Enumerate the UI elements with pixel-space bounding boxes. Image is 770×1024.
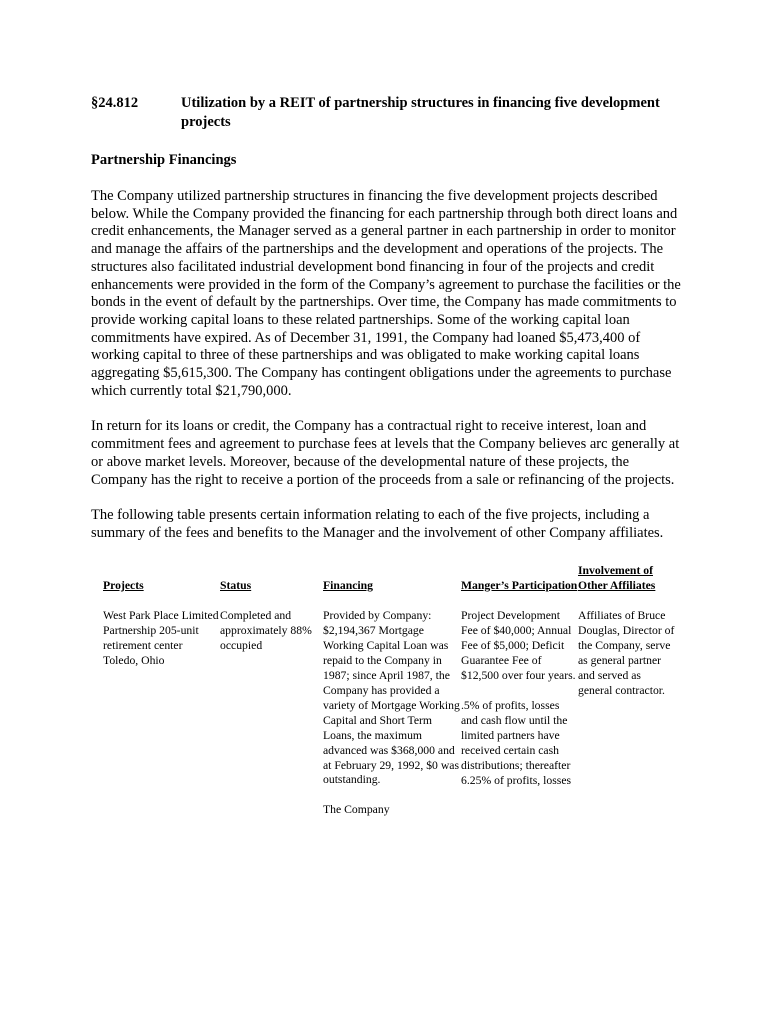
project-name: West Park Place Limited Partnership 205-unit retirement center: [103, 609, 219, 653]
financing-text-1: Provided by Company: $2,194,367 Mortgage Working Capital Loan was repaid to the Company in 1987; since April 1987, the Company has provided a variety of Mortgage Working Capital and Short Term Loans, the maximum advanced was $368,000 and at February 29, 1992, $0 was outstanding.: [323, 609, 460, 787]
header-affiliates: Involvement of Other Affiliates: [578, 563, 656, 592]
paragraph-1: The Company utilized partnership structures in financing the five development projects described below. While the Company provided the financing for each partnership through both direct loans and credit enhancements, the Manager served as a general partner in each partnership in order to monitor and manage the affairs of the partnerships and the development and operations of the projects. The structures also facilitated industrial development bond financing in four of the projects and credit enhancements were provided in the form of the Company’s agreement to purchase the facilities or the bonds in the event of default by the partnerships. Over time, the Company has made commitments to provide working capital loans to these related partnerships. Some of the working capital loan commitments have expired. As of December 31, 1991, the Company had loaned $5,473,400 of working capital to three of these partnerships and was obligated to make working capital loans aggregating $5,615,300. The Company has contingent obligations under the agreements to purchase which currently total $21,790,000.: [91, 188, 681, 399]
projects-table: [103, 564, 678, 819]
paragraph-3: The following table presents certain information relating to each of the five projects, including a summary of the fees and benefits to the Manager and the involvement of other Company affiliates.: [91, 507, 664, 541]
participation-text-2: .5% of profits, losses and cash flow until the limited partners have received certain cash distributions; thereafter 6.25% of profits, losses: [461, 699, 572, 787]
document-page: [91, 94, 681, 818]
table-row: [103, 609, 678, 818]
table-spacer: [103, 593, 678, 609]
financing-text-2: The Company: [323, 803, 390, 817]
header-projects: Projects: [103, 578, 144, 592]
header-status: Status: [220, 578, 252, 592]
header-financing: Financing: [323, 578, 374, 592]
paragraph-2: In return for its loans or credit, the Company has a contractual right to receive interest, loan and commitment fees and agreement to purchase fees at levels that the Company believes arc generally at or above market levels. Moreover, because of the developmental nature of these projects, the Company has the right to receive a portion of the proceeds from a sale or refinancing of the projects.: [91, 418, 680, 488]
cell-financing: [323, 609, 461, 818]
cell-participation: [461, 609, 578, 818]
table-header-row: [103, 564, 678, 594]
cell-project: [103, 609, 220, 818]
section-number: §24.812: [91, 95, 139, 111]
project-location: Toledo, Ohio: [103, 654, 165, 668]
header-participation: Manger’s Participation: [461, 578, 578, 592]
cell-status: Completed and approximately 88% occupied: [220, 609, 312, 653]
section-heading: [91, 94, 681, 132]
section-title: Utilization by a REIT of partnership structures in financing five development projects: [181, 95, 660, 130]
participation-text-1: Project Development Fee of $40,000; Annual Fee of $5,000; Deficit Guarantee Fee of $12,500 over four years.: [461, 609, 576, 683]
subheading: Partnership Financings: [91, 152, 237, 168]
cell-affiliates: Affiliates of Bruce Douglas, Director of the Company, serve as general partner and served as general contractor.: [578, 609, 675, 697]
